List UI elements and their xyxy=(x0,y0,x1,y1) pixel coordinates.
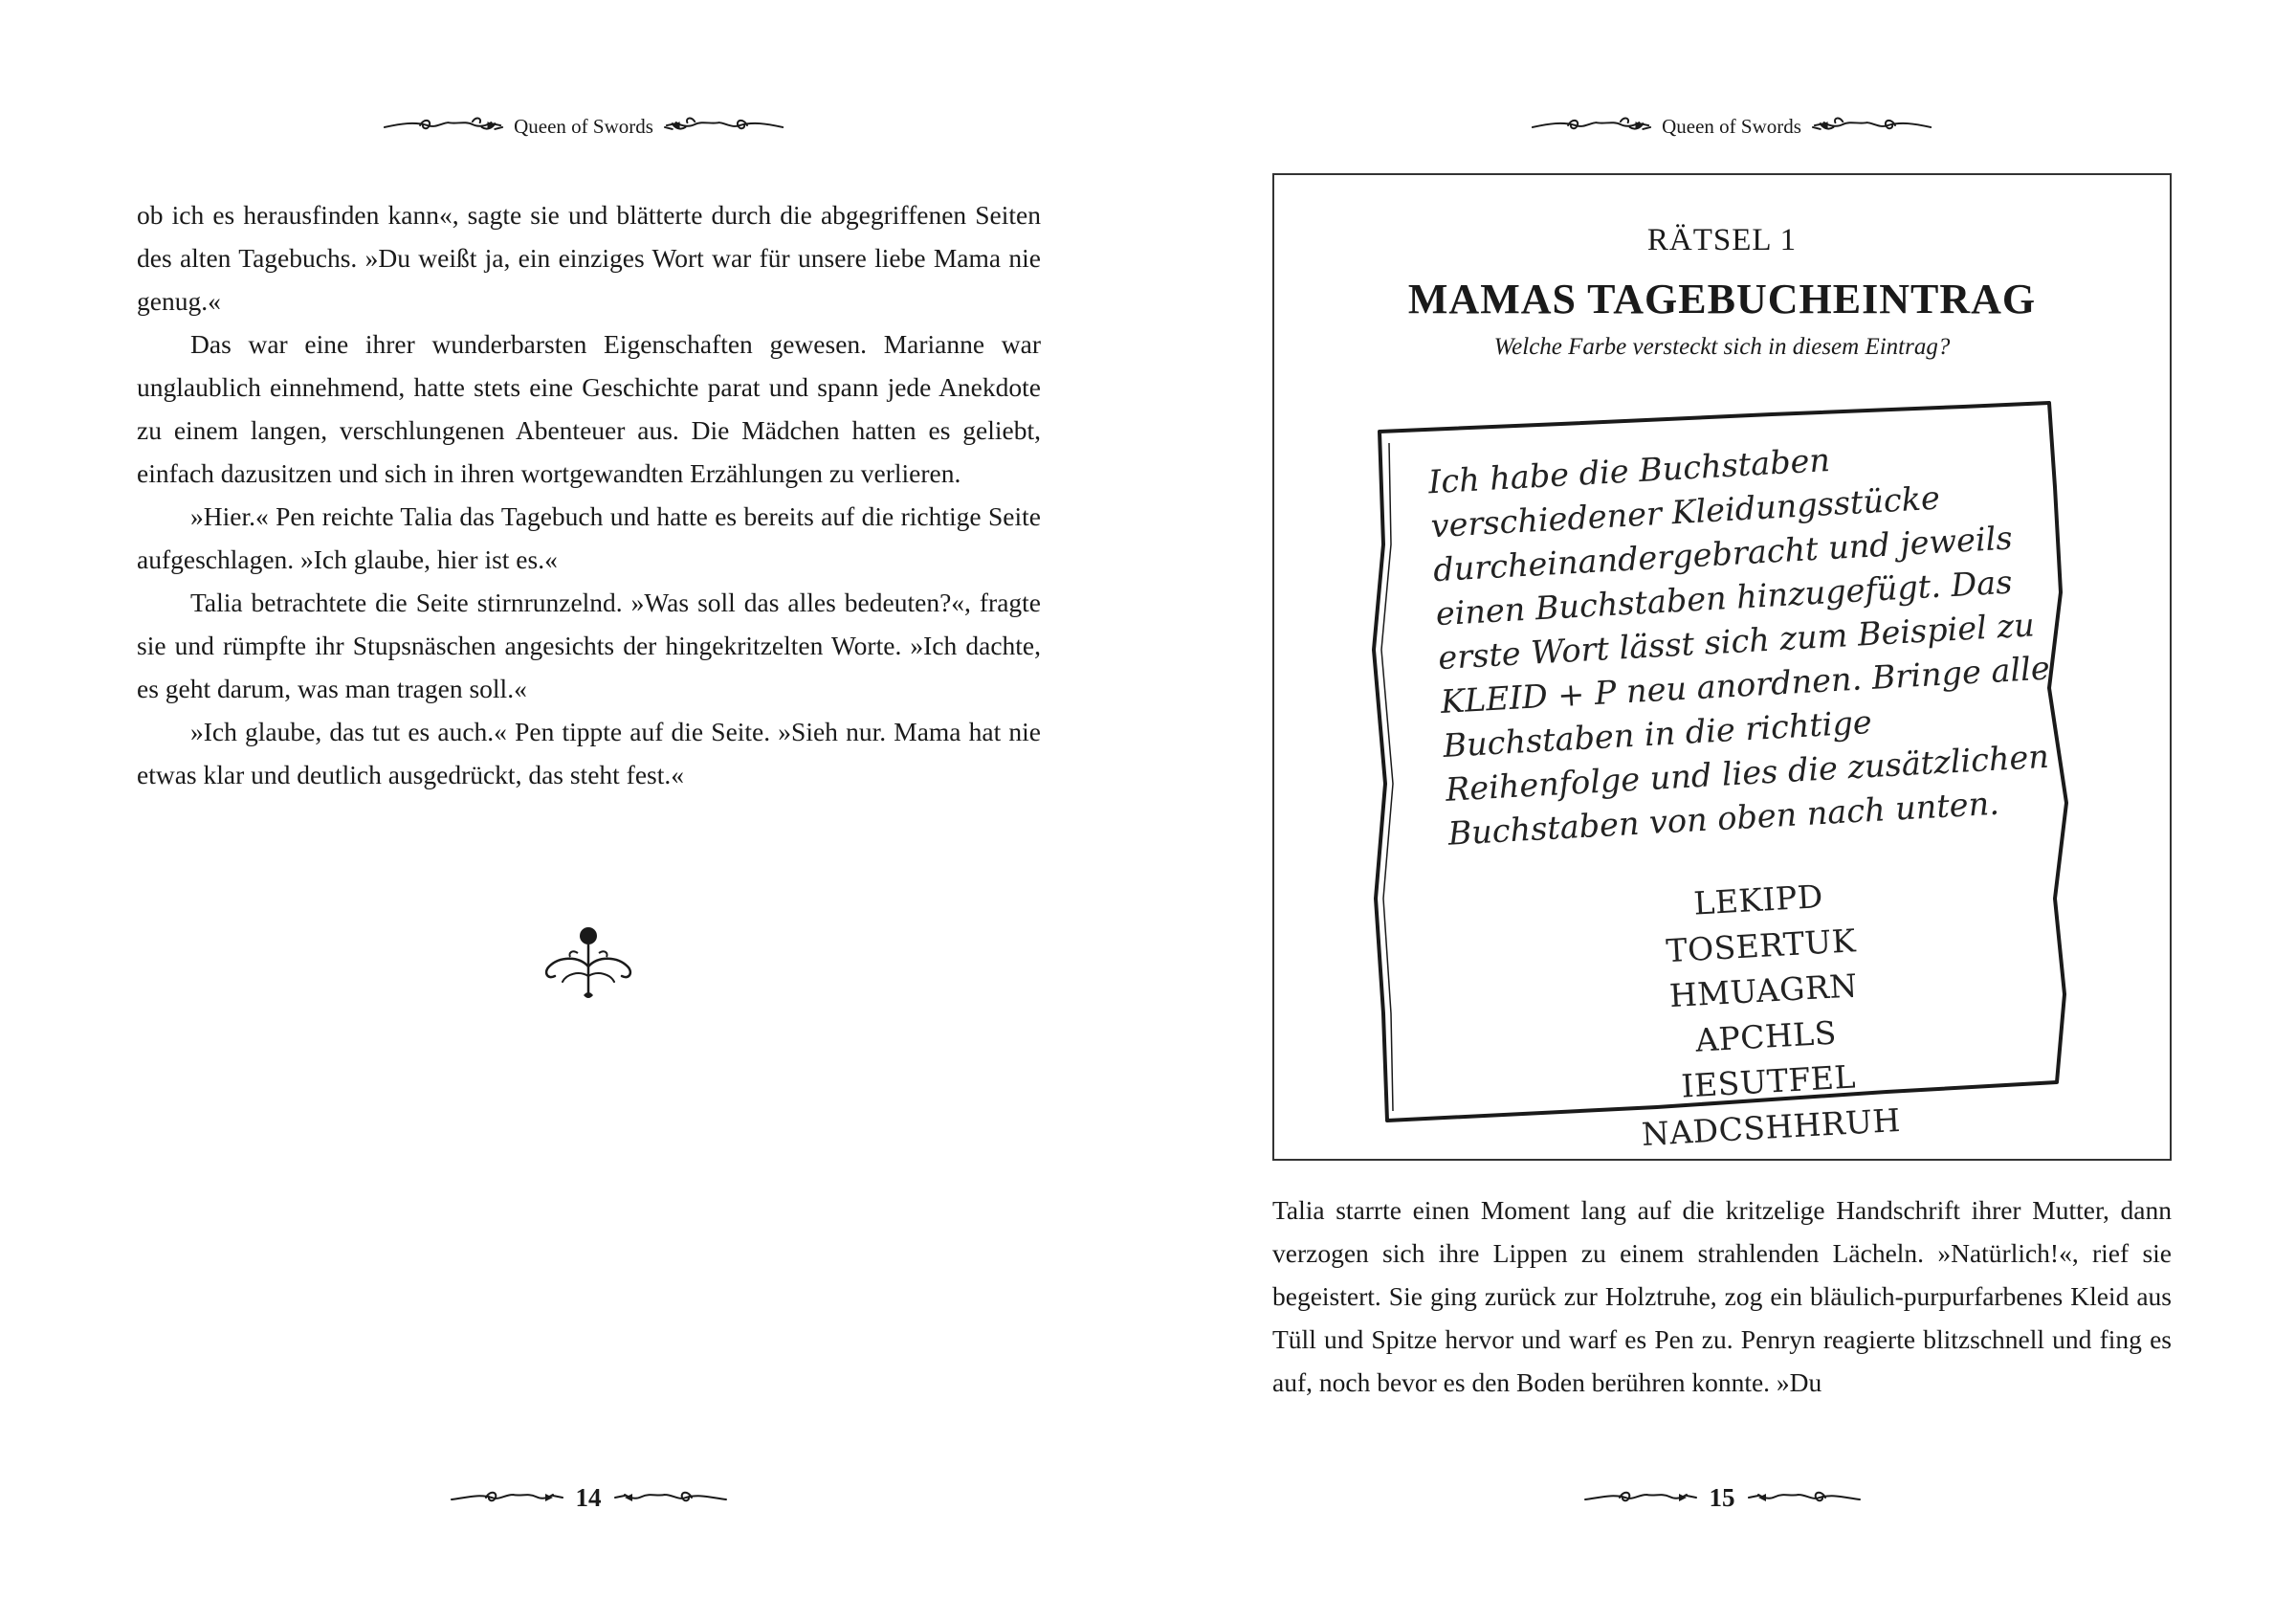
paragraph: »Ich glaube, das tut es auch.« Pen tippte auf die Seite. »Sieh nur. Mama hat nie etwas klar und deutlich ausgedrückt, das steht fest.« xyxy=(137,717,1041,789)
page-number-footer xyxy=(1578,1474,1866,1521)
paragraph: Talia starrte einen Moment lang auf die kritzelige Handschrift ihrer Mutter, dann verzogen sich ihre Lippen zu einem strahlenden Lächeln. »Natürlich!«, rief sie begeistert. Sie ging zurück zur Holztruhe, zog ein bläulich-purpurfarbenes Kleid aus Tüll und Spitze hervor und warf es Pen zu. Penryn reagierte blitzschnell und fing es auf, noch bevor es den Boden berühren konnte. »Du xyxy=(1272,1195,2172,1397)
puzzle-box xyxy=(1272,173,2172,1161)
diary-note xyxy=(1427,427,2078,1167)
paragraph: Talia betrachtete die Seite stirnrunzelnd. »Was soll das alles bedeuten?«, fragte sie und rümpfte ihr Stupsnäschen angesichts der hingekritzelten Worte. »Ich dachte, es geht darum, was man tragen soll.« xyxy=(137,588,1041,703)
flourish-left-icon xyxy=(450,1486,564,1509)
scrambled-word: TOSERTUK xyxy=(1665,921,1857,969)
flourish-left-icon xyxy=(383,114,504,139)
book-title: Queen of Swords xyxy=(514,114,653,138)
scrambled-word: NADCSHHRUH xyxy=(1640,1100,1902,1153)
paragraph: Das war eine ihrer wunderbarsten Eigenschaften gewesen. Marianne war unglaublich einnehmend, hatte stets eine Geschichte parat und spann jede Anekdote zu einem langen, verschlungenen Abenteuer aus. Die Mädchen hatten es geliebt, einfach dazusitzen und sich in ihren wortgewandten Erzählungen zu verlieren. xyxy=(137,329,1041,488)
scrambled-word: IESUTFEL xyxy=(1680,1057,1857,1105)
scrambled-word: LEKIPD xyxy=(1692,877,1824,922)
rose-vignette-icon xyxy=(536,919,641,1005)
scrambled-word-list xyxy=(1451,860,2078,1166)
puzzle-subtitle: Welche Farbe versteckt sich in diesem Eintrag? xyxy=(1493,334,1951,360)
scrambled-word: HMUAGRN xyxy=(1668,966,1859,1015)
body-text xyxy=(137,193,1041,796)
puzzle-label: RÄTSEL 1 xyxy=(1646,223,1798,257)
flourish-right-icon xyxy=(1747,1486,1862,1509)
page-number: 14 xyxy=(575,1482,602,1512)
body-text xyxy=(1272,1188,2172,1404)
page-number: 15 xyxy=(1709,1482,1735,1512)
flourish-right-icon xyxy=(1811,114,1932,139)
scrambled-word: APCHLS xyxy=(1694,1013,1838,1059)
flourish-left-icon xyxy=(1583,1486,1698,1509)
flourish-left-icon xyxy=(1531,114,1652,139)
paragraph: »Hier.« Pen reichte Talia das Tagebuch und hatte es bereits auf die richtige Seite aufgeschlagen. »Ich glaube, hier ist es.« xyxy=(137,501,1041,574)
running-header xyxy=(1531,107,1932,145)
flourish-right-icon xyxy=(663,114,784,139)
flourish-right-icon xyxy=(613,1486,728,1509)
note-text: Ich habe die Buchstaben verschiedener Kleidungsstücke durcheinandergebracht und jeweils einen Buchstaben hinzugefügt. Das erste Wort lässt sich zum Beispiel zu KLEID + P neu anordnen. Bringe alle Buchstaben in die richtige Reihenfolge und lies die zusätzlichen Buchstaben von oben nach unten. xyxy=(1427,440,2051,853)
right-page xyxy=(1148,0,2296,1621)
page-number-footer xyxy=(445,1474,732,1521)
book-title: Queen of Swords xyxy=(1662,114,1801,138)
puzzle-title: MAMAS TAGEBUCHEINTRAG xyxy=(1407,276,2037,322)
running-header xyxy=(383,107,784,145)
paragraph: ob ich es herausfinden kann«, sagte sie und blätterte durch die abgegriffenen Seiten des alten Tagebuchs. »Du weißt ja, ein einziges Wort war für unsere liebe Mama nie genug.« xyxy=(137,200,1041,316)
